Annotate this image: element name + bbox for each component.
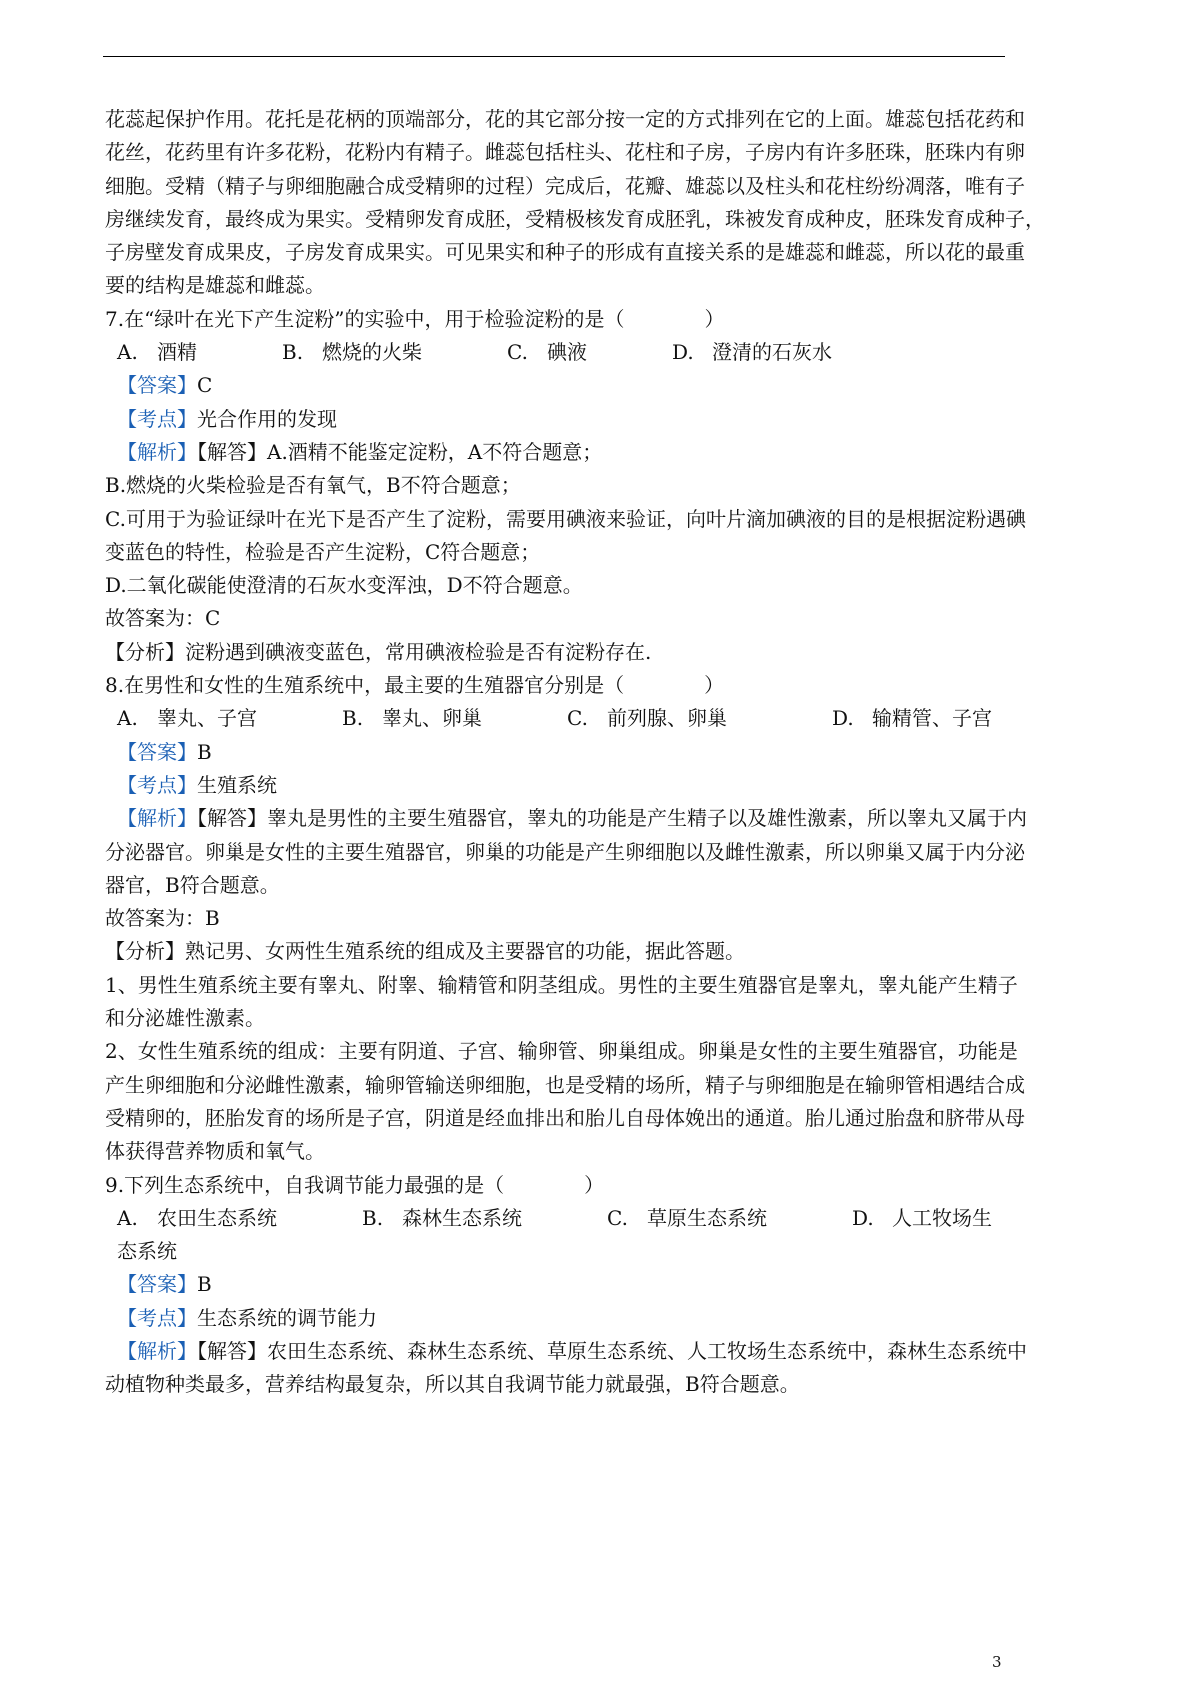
answer-line: 【答案】B: [117, 739, 212, 764]
question-stem: 8.在男性和女性的生殖系统中，最主要的生殖器官分别是（ ）: [105, 673, 725, 698]
text-line: 子房壁发育成果皮，子房发育成果实。可见果实和种子的形成有直接关系的是雄蕊和雌蕊，所以花的最重: [105, 240, 1025, 265]
question-stem: 9.下列生态系统中，自我调节能力最强的是（ ）: [105, 1172, 605, 1197]
analysis-line: 【解析】【解答】农田生态系统、森林生态系统、草原生态系统、人工牧场生态系统中，森林生态系统中: [117, 1338, 1027, 1363]
option-c: C. 草原生态系统: [607, 1205, 767, 1230]
analysis-line: 【解析】【解答】A.酒精不能鉴定淀粉，A不符合题意；: [117, 439, 603, 464]
text-line: 花蕊起保护作用。花托是花柄的顶端部分，花的其它部分按一定的方式排列在它的上面。雄蕊包括花药和: [105, 107, 1025, 131]
answer-tag: 【答案】: [117, 739, 197, 764]
analysis-line: 【解析】【解答】睾丸是男性的主要生殖器官，睾丸的功能是产生精子以及雄性激素，所以睾丸又属于内: [117, 806, 1027, 831]
intro-paragraph: [105, 103, 1045, 303]
option-a: A. 农田生态系统: [117, 1205, 277, 1230]
option-a: A. 睾丸、子宫: [117, 706, 257, 731]
options-row: [105, 336, 1005, 369]
point-line: 【考点】生殖系统: [117, 772, 277, 797]
text-line: 故答案为：B: [105, 906, 220, 931]
text-line: 花丝，花药里有许多花粉，花粉内有精子。雌蕊包括柱头、花柱和子房，子房内有许多胚珠，胚珠内有卵: [105, 140, 1025, 165]
text-line: 1、男性生殖系统主要有睾丸、附睾、输精管和阴茎组成。男性的主要生殖器官是睾丸，睾丸能产生精子: [105, 972, 1018, 997]
option-d: D. 输精管、子宫: [832, 706, 992, 731]
question-7: [105, 303, 1026, 669]
answer-tag: 【答案】: [117, 373, 197, 398]
options-row: [105, 1202, 1005, 1235]
page-number: 3: [992, 1653, 1002, 1671]
text-line: 细胞。受精（精子与卵细胞融合成受精卵的过程）完成后，花瓣、雄蕊以及柱头和花柱纷纷凋落，唯有子: [105, 173, 1025, 198]
option-a: A. 酒精: [117, 340, 197, 365]
text-line: 体获得营养物质和氧气。: [105, 1139, 325, 1164]
text-line: D.二氧化碳能使澄清的石灰水变浑浊，D不符合题意。: [105, 573, 583, 598]
text-line: 动植物种类最多，营养结构最复杂，所以其自我调节能力就最强，B符合题意。: [105, 1372, 800, 1397]
point-tag: 【考点】: [117, 772, 197, 797]
analysis-tag: 【解析】: [117, 439, 197, 464]
fenxi-line: 【分析】淀粉遇到碘液变蓝色，常用碘液检验是否有淀粉存在.: [105, 639, 652, 664]
point-tag: 【考点】: [117, 406, 197, 431]
analysis-tag: 【解析】: [117, 1338, 197, 1363]
text-line: 要的结构是雄蕊和雌蕊。: [105, 273, 325, 298]
analysis-tag: 【解析】: [117, 806, 197, 831]
option-b: B. 森林生态系统: [362, 1205, 522, 1230]
text-line: B.燃烧的火柴检验是否有氧气，B不符合题意；: [105, 473, 521, 498]
point-line: 【考点】光合作用的发现: [117, 406, 337, 431]
answer-line: 【答案】B: [117, 1272, 212, 1297]
option-b: B. 睾丸、卵巢: [342, 706, 482, 731]
point-tag: 【考点】: [117, 1305, 197, 1330]
text-line: 受精卵的，胚胎发育的场所是子宫，阴道是经血排出和胎儿自母体娩出的通道。胎儿通过胎盘和脐带从母: [105, 1105, 1025, 1130]
option-d: D. 澄清的石灰水: [672, 340, 832, 365]
fenxi-line: 【分析】熟记男、女两性生殖系统的组成及主要器官的功能，据此答题。: [105, 939, 745, 964]
text-line: 变蓝色的特性，检验是否产生淀粉，C符合题意；: [105, 539, 541, 564]
question-9: [105, 1169, 1027, 1402]
answer-tag: 【答案】: [117, 1272, 197, 1297]
option-c: C. 碘液: [507, 340, 587, 365]
text-line: 和分泌雄性激素。: [105, 1006, 265, 1031]
answer-line: 【答案】C: [117, 373, 213, 398]
option-b: B. 燃烧的火柴: [282, 340, 422, 365]
option-d-wrap: 态系统: [117, 1239, 177, 1264]
text-line: 产生卵细胞和分泌雌性激素，输卵管输送卵细胞，也是受精的场所，精子与卵细胞是在输卵管相遇结合成: [105, 1072, 1025, 1097]
options-row: [105, 702, 1005, 735]
text-line: 故答案为：C: [105, 606, 221, 631]
option-d: D. 人工牧场生: [852, 1205, 992, 1230]
question-8: [105, 669, 1027, 1168]
text-line: 房继续发育，最终成为果实。受精卵发育成胚，受精极核发育成胚乳，珠被发育成种皮，胚珠发育成种子，: [105, 206, 1045, 231]
header-rule: [103, 56, 1005, 57]
text-line: C.可用于为验证绿叶在光下是否产生了淀粉，需要用碘液来验证，向叶片滴加碘液的目的是根据淀粉遇碘: [105, 506, 1026, 531]
point-line: 【考点】生态系统的调节能力: [117, 1305, 377, 1330]
text-line: 器官，B符合题意。: [105, 872, 280, 897]
question-stem: 7.在“绿叶在光下产生淀粉”的实验中，用于检验淀粉的是（ ）: [105, 306, 725, 331]
text-line: 分泌器官。卵巢是女性的主要生殖器官，卵巢的功能是产生卵细胞以及雌性激素，所以卵巢又属于内分泌: [105, 839, 1025, 864]
option-c: C. 前列腺、卵巢: [567, 706, 727, 731]
document-body: [105, 103, 1045, 1402]
text-line: 2、女性生殖系统的组成：主要有阴道、子宫、输卵管、卵巢组成。卵巢是女性的主要生殖器官，功能是: [105, 1039, 1018, 1064]
